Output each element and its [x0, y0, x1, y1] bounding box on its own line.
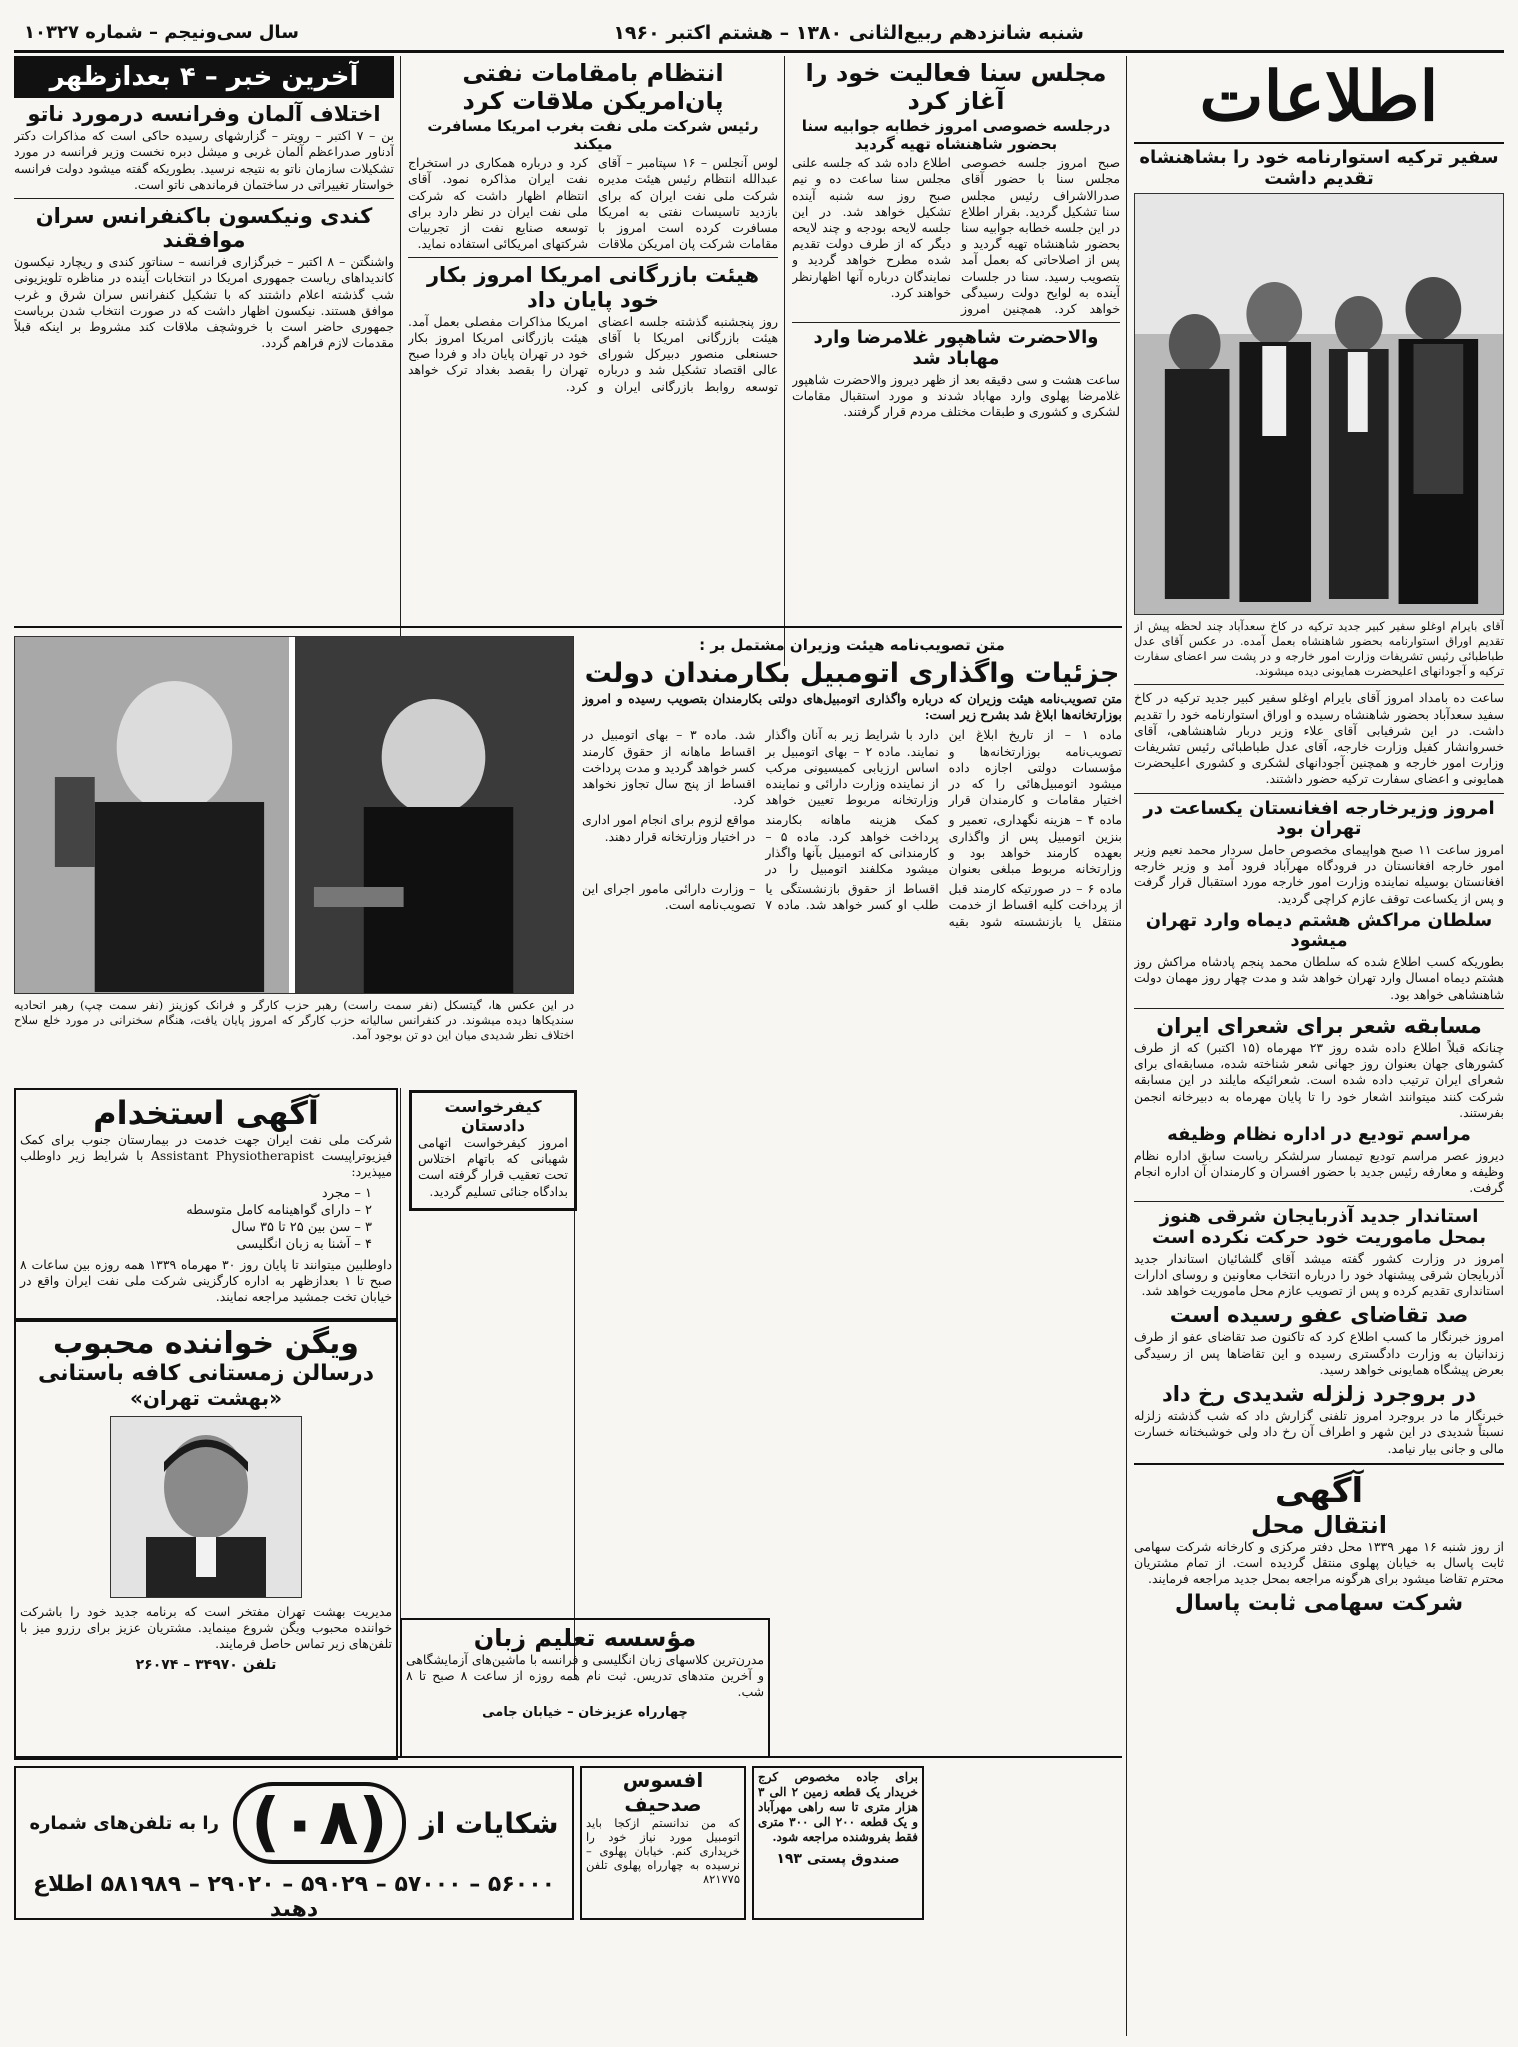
- story-afghan-fm: امروز ساعت ۱۱ صبح هواپیمای مخصوص حامل سردار محمد نعیم وزیر امور خارجه افغانستان در فرودگاه مهرآباد فرود آمد و وزیر خارجه افغانستان بوسیله نماینده وزارت امور خارجه مورد استقبال قرار گرفت و پس از یکساعت توقف عازم کراچی گردید.: [1134, 841, 1504, 906]
- complaint-ad: [14, 1766, 574, 1920]
- section-rule: [14, 1756, 1122, 1758]
- headline-nato: اختلاف آلمان وفرانسه درمورد ناتو: [27, 102, 381, 126]
- masthead-logo: اطلاعات: [1134, 56, 1504, 144]
- labour-photo-figures: [15, 637, 573, 993]
- issue-date: شنبه شانزدهم ربیع‌الثانی ۱۳۸۰ – هشتم اکتبر ۱۹۶۰: [613, 22, 1084, 44]
- jobs-ad-requirement: ۴ – آشنا به زبان انگلیسی: [236, 1236, 372, 1252]
- story-senate: صبح امروز جلسه خصوصی مجلس سنا با حضور آقای صدرالاشراف رئیس مجلس سنا تشکیل گردید. بقرار اطلاع در این جلسه خطابه جوابیه سنا بحضور شاهنشاه تهیه گردید و پس از اصلاحاتی که بعمل آمد بتصویب رسید. سنا در جلسات آینده به لوایح دولت رسیدگی خواهد کرد. همچنین امروز اطلاع داده شد که جلسه علنی مجلس سنا ساعت ده و نیم صبح روز سه شنبه آینده تشکیل خواهد شد. در این جلسه لایحه بودجه و چند لایحه دیگر که از طرف دولت تقدیم شده مطرح خواهد گردید و نمایندگان درباره آنها اظهارنظر خواهند کرد.: [792, 155, 1120, 317]
- headline-shahpur: والاحضرت شاهپور غلامرضا وارد مهاباد شد: [813, 327, 1099, 369]
- section-rule: [14, 626, 1122, 628]
- notice-ad-title: آگهی: [1274, 1470, 1364, 1511]
- land-sale-ad-text: برای جاده مخصوص کرج خریدار یک قطعه زمین ۲ الی ۳ هزار متری تا سه راهی مهرآباد و یک قطعه ۲۰۰ الی ۳۰۰ متری فقط بفروشنده مراجعه شود.: [758, 1770, 918, 1844]
- subhead-senate: درجلسه خصوصی امروز خطابه جوابیه سنا بحضور شاهنشاه تهیه گردید: [801, 117, 1111, 154]
- jobs-ad: [14, 1088, 398, 1320]
- column-rule: [1126, 56, 1127, 2036]
- column-rule: [784, 56, 785, 666]
- singer-ad-venue: «بهشت تهران»: [129, 1386, 283, 1410]
- story-poetry-contest: چنانکه قبلاً اطلاع داده شده روز ۲۳ مهرماه (۱۵ اکتبر) که از طرف کشورهای جهان بعنوان روز جهانی شعر شناخته شده، مسابقه‌ای برای شعرای ایران ترتیب داده شده است. شعرائیکه مایلند در این مسابقه شرکت کنند میتوانند اشعار خود را تا پایان مهرماه به دبیرخانه انجمن بفرستند.: [1134, 1039, 1504, 1120]
- singer-ad-title: ویگن خواننده محبوب: [53, 1326, 359, 1361]
- latest-news-banner: آخرین خبر – ۴ بعدازظهر: [14, 56, 394, 98]
- headline-conscription: مراسم تودیع در اداره نظام وظیفه: [1167, 1123, 1471, 1145]
- singer-ad-subtitle: درسالن زمستانی کافه باستانی: [37, 1361, 375, 1386]
- story-ambassador: ساعت ده بامداد امروز آقای بایرام اوغلو سفیر کبیر جدید ترکیه در کاخ سفید سعدآباد بحضور شاهنشاه رسیده و اوراق استوارنامه خود را تقدیم داشت. در این شرفیابی آقای علاء وزیر دربار شاهنشاهی، آقای خسروانشار کفیل وزارت خارجه، آقای عدل طباطبائی رئیس تشریفات وزارت امور خارجه و همچنین آجودانهای لشکری و کشوری اعلیحضرت همایونی و اعضای سفارت ترکیه حضور داشتند.: [1134, 690, 1504, 787]
- complaint-ad-row: [16, 1782, 572, 1864]
- jobs-ad-requirement: ۱ – مجرد: [321, 1185, 372, 1201]
- headline-car-allotment: جزئیات واگذاری اتومبیل بکارمندان دولت: [584, 658, 1120, 689]
- story-nato: بن – ۷ اکتبر – رویتر – گزارشهای رسیده حاکی است که مذاکرات دکتر آدناور صدراعظم آلمان غربی و میشل دبره نخست وزیر فرانسه در مورد تشکیلات سازمان ناتو به نتیجه نرسید. بطوریکه گفته میشود دولت فرانسه خواستار تغییراتی در ساختمان فرماندهی ناتو است.: [14, 128, 394, 192]
- ambassador-photo-caption: آقای بایرام اوغلو سفیر کبیر جدید ترکیه در کاخ سعدآباد چند لحظه پیش از تقدیم اوراق استوارنامه بحضور شاهنشاه بعمل آمده. در عکس آقای عدل طباطبائی رئیس تشریفات وزارت امور خارجه و در پشت سر اعضای سفارت ترکیه و آجودانهای اعلیحضرت همایونی دیده میشوند.: [1134, 619, 1504, 679]
- labour-photo-block: [14, 636, 574, 1076]
- headline-oil: انتظام بامقامات نفتی پان‌امریکن ملاقات کرد: [462, 59, 724, 115]
- story-pardon: امروز خبرنگار ما کسب اطلاع کرد که تاکنون صد تقاضای عفو از طرف زندانیان به وزارت دادگستری رسیده و این تقاضاها پس از رسیدگی بعرض پیشگاه همایونی خواهد رسید.: [1134, 1329, 1504, 1377]
- singer-ad-phone: تلفن ۳۴۹۷۰ – ۲۶۰۷۴: [135, 1656, 277, 1673]
- indictment-text: امروز کیفرخواست اتهامی شهبانی که باتهام اختلاس تحت تعقیب قرار گرفته است بدادگاه جنائی تسلیم گردید.: [418, 1135, 568, 1199]
- regret-ad: [580, 1766, 746, 1920]
- regret-ad-text: که من ندانستم ازکجا باید اتومبیل مورد نیاز خود را خریداری کنم. خیابان پهلوی – نرسیده به چهارراه پهلوی تلفن ۸۲۱۷۷۵: [586, 1816, 740, 1886]
- story-morocco: بطوریکه کسب اطلاع شده که سلطان محمد پنجم پادشاه مراکش روز هشتم دیماه امسال وارد تهران خواهد شد و مدت چهار روز مهمان دولت شاهنشاهی خواهد بود.: [1134, 954, 1504, 1002]
- ambassador-photo-figures: [1135, 194, 1503, 614]
- right-column: [1134, 56, 1504, 2031]
- complaint-ad-mid: را به تلفن‌های شماره: [29, 1812, 219, 1834]
- notice-ad-signature: شرکت سهامی ثابت پاسال: [1174, 1591, 1464, 1617]
- headline-trade-mission: هیئت بازرگانی امریکا امروز بکار خود پایان داد: [426, 263, 760, 312]
- story-governor: امروز در وزارت کشور گفته میشد آقای گلشائیان استاندار جدید آذربایجان شرقی پیشنهاد خود را درباره انتخاب معاونین و روسای ادارات استانداری تقدیم کرده و پس از تصویب عازم محل ماموریت خواهد شد.: [1134, 1250, 1504, 1298]
- labour-photo: [14, 636, 574, 994]
- singer-portrait-figure: [111, 1417, 301, 1597]
- land-sale-ad: [752, 1766, 924, 1920]
- notice-ad-subtitle: انتقال محل: [1250, 1510, 1388, 1539]
- jobs-ad-requirement: ۲ – دارای گواهینامه کامل متوسطه: [186, 1202, 372, 1218]
- car-allotment-body-2: ماده ۴ – هزینه نگهداری، تعمیر و بنزین اتومبیل پس از واگذاری بعهده کارمند خواهد بود و وزارتخانه مربوط مبلغی بعنوان کمک هزینه ماهانه بکارمند پرداخت خواهد کرد. ماده ۵ – کارمندانی که اتومبیل بآنها واگذار میشود مکلفند اتومبیل را در مواقع لزوم برای انجام امور اداری در اختیار وزارتخانه قرار دهند.: [582, 812, 1122, 877]
- car-allotment-body-3: ماده ۶ – در صورتیکه کارمند قبل از پرداخت کلیه اقساط از خدمت منتقل یا بازنشسته شود بقیه اقساط از حقوق بازنشستگی یا طلب او کسر خواهد شد. ماده ۷ – وزارت دارائی مامور اجرای این تصویب‌نامه است.: [582, 881, 1122, 929]
- car-allotment-intro: متن تصویب‌نامه هیئت وزیران که درباره واگذاری اتومبیل‌های دولتی بکارمندان بتصویب رسیده و امروز بوزارتخانه‌ها ابلاغ شد بشرح زیر است:: [582, 691, 1122, 723]
- jobs-ad-text: شرکت ملی نفت ایران جهت خدمت در بیمارستان جنوب برای کمک فیزیوتراپیست Assistant Physiotherapist با شرایط زیر داوطلب میپذیرد:: [20, 1132, 392, 1180]
- land-sale-ad-phone: صندوق پستی ۱۹۳: [776, 1851, 900, 1867]
- jobs-ad-requirement: ۳ – سن بین ۲۵ تا ۳۵ سال: [231, 1219, 372, 1235]
- headline-afghan-fm: امروز وزیرخارجه افغانستان یکساعت در تهران بود: [1143, 797, 1495, 840]
- page-header: [14, 8, 1504, 53]
- language-school-title: مؤسسه تعلیم زبان: [473, 1624, 697, 1652]
- complaint-ad-phones: ۵۶۰۰۰ – ۵۷۰۰۰ – ۵۹۰۲۹ – ۲۹۰۲۰ – ۵۸۱۹۸۹ اطلاع دهید: [32, 1872, 556, 1922]
- newspaper-page: [14, 8, 1504, 2038]
- headline-turkish-ambassador: سفیر ترکیه استوارنامه خود را بشاهنشاه تقدیم داشت: [1139, 147, 1499, 189]
- story-conscription: دیروز عصر مراسم تودیع تیمسار سرلشکر ریاست سابق اداره نظام وظیفه و معارفه رئیس جدید با حضور افسران و کارمندان آن اداره انجام گرفت.: [1134, 1147, 1504, 1196]
- car-allotment-body-1: ماده ۱ – از تاریخ ابلاغ این تصویب‌نامه بوزارتخانه‌ها و مؤسسات دولتی اجازه داده میشود اتومبیل‌هائی را که در اختیار مقامات و کارمندان قرار دارد با شرایط زیر به آنان واگذار نمایند. ماده ۲ – بهای اتومبیل بر اساس ارزیابی کمیسیونی مرکب از نماینده وزارت دارائی و نماینده وزارتخانه مربوط تعیین خواهد شد. ماده ۳ – بهای اتومبیل در اقساط ماهانه از حقوق کارمند کسر خواهد گردید و مدت پرداخت اقساط از پنج سال تجاوز نخواهد کرد.: [582, 727, 1122, 808]
- ambassador-photo: [1134, 193, 1504, 615]
- column-rule: [400, 56, 401, 666]
- story-kennedy-nixon: واشنگتن – ۸ اکتبر – خبرگزاری فرانسه – سناتور کندی و ریچارد نیکسون کاندیداهای ریاست جمهوری امریکا در انتخابات آینده در مناظره تلویزیونی شب گذشته اعلام داشتند که با تشکیل کنفرانس سران شرق و غرب موافق هستند. نیکسون اظهار داشت که در صورت انتخاب شدن بریاست جمهوری حاضر است با خروشچف ملاقات کند مشروط بر اینکه قبلاً مقدمات لازم فراهم گردد.: [14, 254, 394, 351]
- headline-pardon: صد تقاضای عفو رسیده است: [1169, 1303, 1469, 1328]
- labour-photo-caption: در این عکس ها، گیتسکل (نفر سمت راست) رهبر حزب کارگر و فرانک کوزینز (نفر سمت چپ) رهبر اتحادیه سندیکاها دیده میشوند. در کنفرانس سالیانه حزب کارگر که امروز پایان یافت، هنگام سخنرانی در مورد خلع سلاح اختلاف نظر شدیدی میان این دو تن بوجود آمد.: [14, 998, 574, 1042]
- language-school-text: مدرن‌ترین کلاسهای زبان انگلیسی و فرانسه با ماشین‌های آزمایشگاهی و آخرین متدهای تدریس. ثبت نام همه روزه از ساعت ۸ صبح تا ۸ شب.: [406, 1652, 764, 1700]
- story-shahpur: ساعت هشت و سی دقیقه بعد از ظهر دیروز والاحضرت شاهپور غلامرضا پهلوی وارد مهاباد شدند و مورد استقبال مقامات لشکری و کشوری و طبقات مختلف مردم قرار گرفتند.: [792, 371, 1120, 419]
- oil-column: [408, 56, 778, 656]
- indictment-title: کیفرخواست دادستان: [444, 1097, 542, 1135]
- singer-portrait: [110, 1416, 302, 1598]
- car-allotment-kicker: متن تصویب‌نامه هیئت وزیران مشتمل بر :: [699, 636, 1005, 654]
- issue-number: سال سی‌ونیجم – شماره ۱۰۳۲۷: [24, 22, 299, 43]
- singer-ad: [14, 1320, 398, 1760]
- senate-column: [792, 56, 1120, 656]
- language-school-address: چهارراه عزیزخان – خیابان جامی: [482, 1704, 688, 1720]
- headline-governor: استاندار جدید آذربایجان شرقی هنوز بمحل ماموریت خود حرکت نکرده است: [1151, 1206, 1487, 1248]
- notice-ad-text: از روز شنبه ۱۶ مهر ۱۳۳۹ محل دفتر مرکزی و کارخانه شرکت سهامی ثابت پاسال به خیابان پهلوی منتقل گردیده است. از تمام مشتریان محترم تقاضا میشود برای هرگونه مراجعه بمحل جدید مراجعه فرمایند.: [1134, 1538, 1504, 1587]
- indictment-box: [409, 1090, 577, 1211]
- headline-morocco: سلطان مراکش هشتم دیماه وارد تهران میشود: [1145, 909, 1493, 952]
- car-allotment-article: [582, 636, 1122, 1756]
- headline-senate: مجلس سنا فعالیت خود را آغاز کرد: [805, 59, 1107, 115]
- language-school-ad: [400, 1618, 770, 1758]
- story-oil: لوس آنجلس – ۱۶ سپتامبر – آقای عبدالله انتظام رئیس هیئت مدیره شرکت ملی نفت ایران که برای بازدید تاسیسات نفتی به امریکا مسافرت کرده است امروز با مقامات شرکت پان امریکن ملاقات کرد و درباره همکاری در استخراج نفت ایران مذاکره نمود. آقای انتظام اظهار داشت که شرکت ملی نفت ایران در نظر دارد برای توسعه صنایع نفت از تجربیات شرکتهای امریکائی استفاده نماید.: [408, 155, 778, 252]
- regret-ad-title: افسوس صدحیف: [622, 1768, 704, 1816]
- jobs-ad-title: آگهی استخدام: [93, 1094, 319, 1132]
- singer-ad-text: مدیریت بهشت تهران مفتخر است که برنامه جدید خود را باشرکت خواننده محبوب ویگن شروع مینماید. مشتریان عزیز برای رزرو میز با تلفن‌های زیر تماس حاصل فرمایند.: [20, 1604, 392, 1652]
- headline-earthquake: در بروجرد زلزله شدیدی رخ داد: [1161, 1381, 1477, 1406]
- subhead-oil: رئیس شرکت ملی نفت بغرب امریکا مسافرت میکند: [427, 117, 759, 154]
- headline-kennedy-nixon: کندی ونیکسون باکنفرانس سران موافقند: [35, 203, 373, 253]
- story-trade-mission: روز پنجشنبه گذشته جلسه اعضای هیئت بازرگانی امریکا با آقای حسنعلی منصور دبیرکل شورای عالی اقتصاد تشکیل شد و درباره توسعه روابط بازرگانی ایران و امریکا مذاکرات مفصلی بعمل آمد. هیئت بازرگانی امریکا امروز بکار خود در تهران پایان داد و فردا صبح تهران را بقصد بغداد ترک خواهد کرد.: [408, 313, 778, 394]
- jobs-ad-footer: داوطلبین میتوانند تا پایان روز ۳۰ مهرماه ۱۳۳۹ همه روزه بین ساعات ۸ صبح تا ۱ بعدازظهر به اداره کارگزینی شرکت ملی نفت ایران واقع در خیابان تخت جمشید مراجعه نمایند.: [20, 1256, 392, 1305]
- latest-news-column: [14, 56, 394, 646]
- story-earthquake: خبرنگار ما در بروجرد امروز تلفنی گزارش داد که شب گذشته زلزله نسبتاً شدیدی در این شهر و اطراف آن رخ داد ولی خوشبختانه خسارت مالی و جانی بیار نیامد.: [1134, 1408, 1504, 1456]
- headline-poetry-contest: مسابقه شعر برای شعرای ایران: [1156, 1013, 1482, 1038]
- complaint-ad-title: شکایات از: [419, 1806, 559, 1840]
- complaint-ad-number: (۰۸): [233, 1782, 406, 1864]
- jobs-ad-requirements: [20, 1185, 372, 1253]
